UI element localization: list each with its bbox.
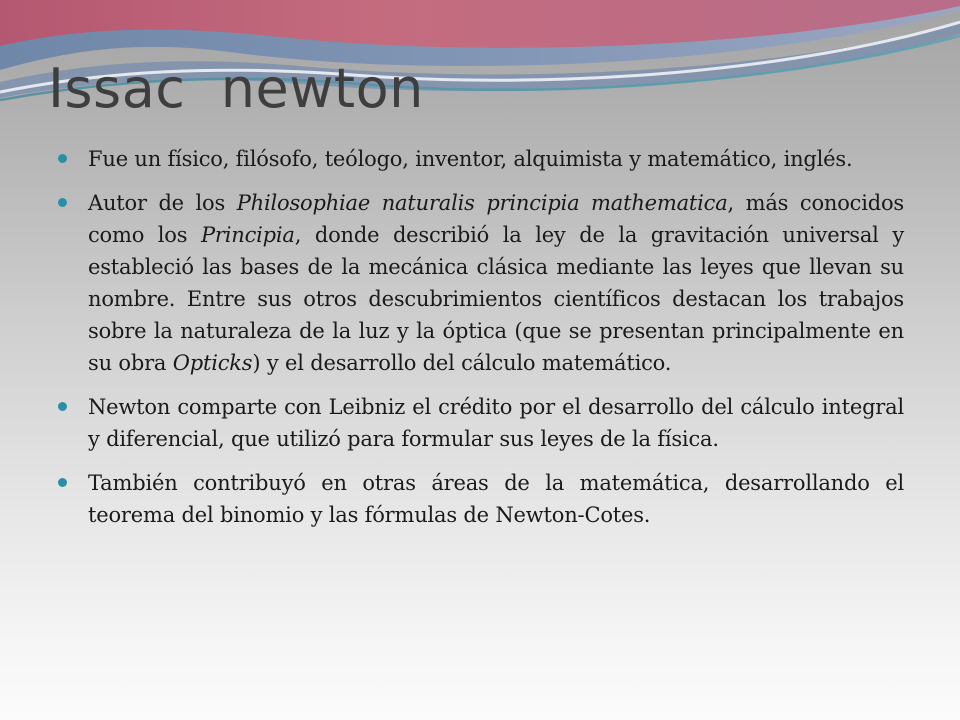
bullet-dot-icon [58, 402, 67, 411]
slide-title: Issac newton [48, 57, 424, 120]
book-title-opticks: Opticks [172, 351, 253, 375]
bullet-text: Newton comparte con Leibniz el crédito por el desarrollo del cálculo integral y diferencial, que utilizó para formular sus leyes de la física. [88, 395, 904, 451]
bullet-text: , más conocidos como los [88, 191, 905, 247]
bullet-item [56, 467, 904, 531]
bullet-item [56, 187, 904, 379]
bullet-item [56, 143, 904, 175]
bullet-dot-icon [58, 154, 67, 163]
bullet-text: Autor de los [88, 191, 237, 215]
book-title-short: Principia [200, 223, 295, 247]
bullet-text: , donde describió la ley de la gravitación universal y estableció las bases de la mecánica clásica mediante las leyes que llevan su nombre. Entre sus otros descubrimientos científicos destacan los trabajos sobre la naturaleza de la luz y la óptica (que se presentan principalmente en su obra [88, 223, 904, 375]
bullet-list [56, 143, 904, 543]
bullet-text: ) y el desarrollo del cálculo matemático. [252, 351, 672, 375]
book-title-principia: Philosophiae naturalis principia mathematica [236, 191, 728, 215]
bullet-text: También contribuyó en otras áreas de la matemática, desarrollando el teorema del binomio y las fórmulas de Newton-Cotes. [88, 471, 904, 527]
bullet-item [56, 391, 904, 455]
bullet-dot-icon [58, 198, 67, 207]
bullet-dot-icon [58, 478, 67, 487]
bullet-text: Fue un físico, filósofo, teólogo, inventor, alquimista y matemático, inglés. [88, 147, 853, 171]
